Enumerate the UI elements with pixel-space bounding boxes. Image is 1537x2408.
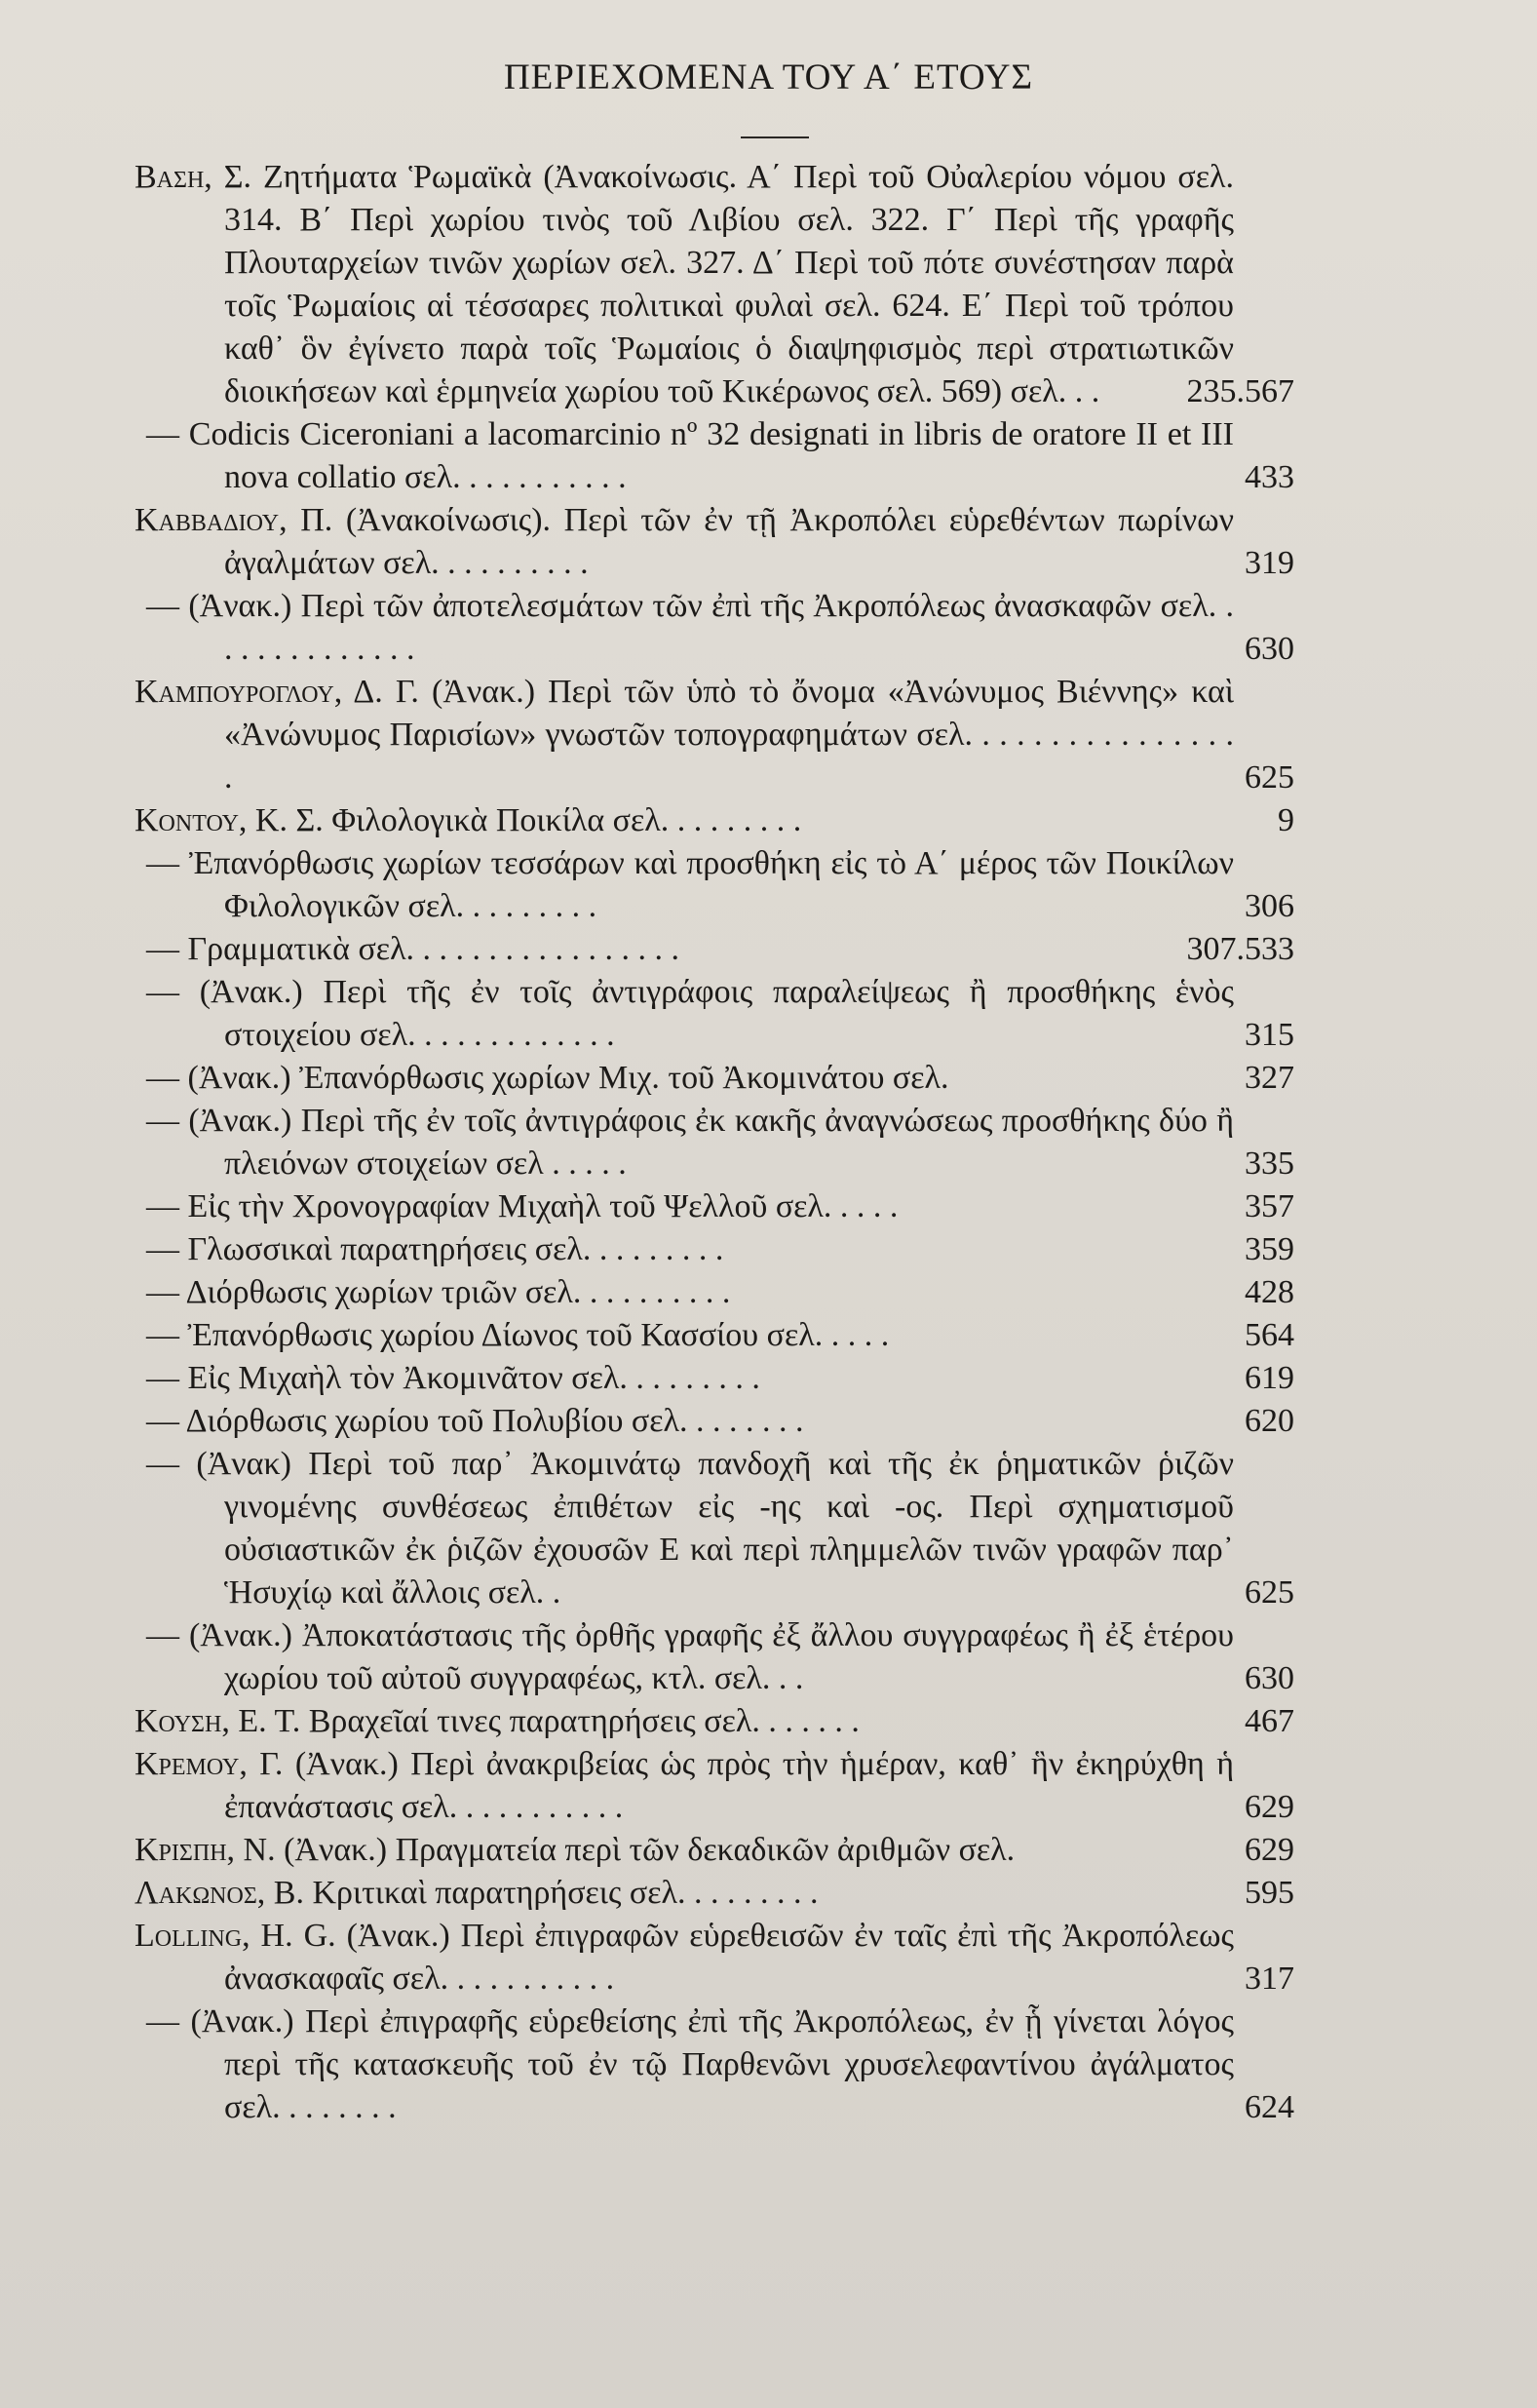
entry-title: (Ἀνακ.) Περὶ τῆς ἐν τοῖς ἀντιγράφοις ἐκ κακῆς ἀναγνώσεως προσθήκης δύο ἢ πλειόνων στοιχείων σελ . . . . . (188, 1103, 1235, 1182)
entry-title: Codicis Ciceroniani a lacomarcinio nº 32 designati in libris de oratore II et III nova collatio σελ. . . . . . . . . . . (188, 416, 1235, 495)
entry-page-number: 625 (1245, 1574, 1294, 1611)
entry-title: Ἐπανόρθωσις χωρίων τεσσάρων καὶ προσθήκη εἰς τὸ Α΄ μέρος τῶν Ποικίλων Φιλολογικῶν σελ. . . . . . . . . (188, 845, 1235, 924)
entry-page-number: 619 (1245, 1360, 1294, 1396)
entry-author: — (146, 588, 179, 624)
entry-title: Ζητήματα Ῥωμαϊκὰ (Ἀνακοίνωσις. Α΄ Περὶ τοῦ Οὐαλερίου νόμου σελ. 314. Β΄ Περὶ χωρίου τινὸς τοῦ Λιβίου σελ. 322. Γ΄ Περὶ τῆς γραφῆς Πλουταρχείων τινῶν χωρίων σελ. 327. Δ΄ Περὶ τοῦ πότε συνέστησαν παρὰ τοῖς Ῥωμαίοις αἱ τέσσαρες πολιτικαὶ φυλαὶ σελ. 624. Ε΄ Περὶ τοῦ τρόπου καθ᾽ ὃν ἐγίνετο παρὰ τοῖς Ῥωμαίοις ὁ διαψηφισμὸς περὶ στρατιωτικῶν διοικήσεων καὶ ἑρμηνεία χωρίου τοῦ Κικέρωνος σελ. 569) σελ. . . (224, 159, 1234, 409)
entry-title: (Ἀνακ.) Περὶ τῆς ἐν τοῖς ἀντιγράφοις παραλείψεως ἢ προσθήκης ἑνὸς στοιχείου σελ. . . . . . . . . . . . . (199, 974, 1235, 1053)
entry-title: Εἰς τὴν Χρονογραφίαν Μιχαὴλ τοῦ Ψελλοῦ σελ. . . . . (187, 1188, 899, 1224)
entry-author: — (146, 845, 179, 881)
entry-page-number: 564 (1245, 1317, 1294, 1353)
entry-author: Βαση, Σ. (134, 159, 252, 195)
toc-entry (134, 1314, 1294, 1357)
toc-entry (134, 1400, 1294, 1443)
title-rule (741, 136, 809, 138)
entry-author: — (146, 416, 179, 452)
entry-title: (Ἀνακ) Περὶ τοῦ παρ᾽ Ἀκομινάτῳ πανδοχῆ καὶ τῆς ἐκ ῥηματικῶν ῥιζῶν γινομένης συνθέσεως ἐπιθέτων εἰς -ης καὶ -ος. Περὶ σχηματισμοῦ οὐσιαστικῶν ἐκ ῥιζῶν ἐχουσῶν Ε καὶ περὶ πλημμελῶν τινῶν γραφῶν παρ᾽ Ἡσυχίῳ καὶ ἄλλοις σελ. . (196, 1446, 1234, 1611)
toc-entry (134, 499, 1294, 585)
toc-entry (134, 1915, 1294, 2000)
entry-title: Κριτικαὶ παρατηρήσεις σελ. . . . . . . . . (312, 1875, 819, 1911)
entry-title: Γλωσσικαὶ παρατηρήσεις σελ. . . . . . . . . (187, 1231, 724, 1267)
entry-page-number: 9 (1278, 802, 1294, 838)
entry-page-number: 357 (1245, 1188, 1294, 1224)
toc-entry (134, 1057, 1294, 1100)
entry-author: — (146, 1103, 179, 1139)
entry-title: (Ἀνακ.) Ἀποκατάστασις τῆς ὀρθῆς γραφῆς ἐξ ἄλλου συγγραφέως ἢ ἐξ ἑτέρου χωρίου τοῦ αὐτοῦ συγγραφέως, κτλ. σελ. . . (188, 1617, 1235, 1696)
entry-title: (Ἀνακ.) Ἐπανόρθωσις χωρίων Μιχ. τοῦ Ἀκομινάτου σελ. (187, 1060, 949, 1096)
entry-page-number: 595 (1245, 1875, 1294, 1911)
entry-author: — (146, 1060, 179, 1096)
toc-entry (134, 1228, 1294, 1271)
toc-entry (134, 2000, 1294, 2129)
toc-entry (134, 842, 1294, 928)
toc-entry (134, 671, 1294, 799)
entry-page-number: 433 (1245, 459, 1294, 495)
table-of-contents (134, 156, 1294, 2129)
entry-title: (Ἀνακ.) Περὶ ἀνακριβείας ὡς πρὸς τὴν ἡμέραν, καθ᾽ ἣν ἐκηρύχθη ἡ ἐπανάστασις σελ. . . . . . . . . . . (224, 1746, 1235, 1825)
toc-entry (134, 1271, 1294, 1314)
entry-author: Λακωνος, Β. (134, 1875, 304, 1911)
toc-entry (134, 1829, 1294, 1872)
entry-page-number: 467 (1245, 1703, 1294, 1739)
entry-author: — (146, 1188, 179, 1224)
entry-title: Διόρθωσις χωρίου τοῦ Πολυβίου σελ. . . . . . . . (185, 1403, 804, 1439)
entry-title: (Ἀνακ.) Περὶ ἐπιγραφῶν εὑρεθεισῶν ἐν ταῖς ἐπὶ τῆς Ἀκροπόλεως ἀνασκαφαῖς σελ. . . . . . . . . . . (224, 1918, 1235, 1997)
entry-author: Κρισπη, Ν. (134, 1832, 276, 1868)
page-title: ΠΕΡΙΕΧΟΜΕΝΑ ΤΟΥ Α΄ ΕΤΟΥΣ (503, 58, 1034, 97)
entry-author: — (146, 1446, 179, 1482)
entry-author: — (146, 1231, 179, 1267)
entry-title: (Ἀνακ.) Περὶ τῶν ὑπὸ τὸ ὄνομα «Ἀνώνυμος Βιέννης» καὶ «Ἀνώνυμος Παρισίων» γνωστῶν τοπογραφημάτων σελ. . . . . . . . . . . . . . . . . (224, 674, 1234, 796)
toc-entry (134, 1443, 1294, 1614)
entry-author: — (146, 1274, 179, 1310)
toc-entry (134, 928, 1294, 971)
entry-author: Καββαδιου, Π. (134, 502, 333, 538)
entry-title: (Ἀνακοίνωσις). Περὶ τῶν ἐν τῇ Ἀκροπόλει εὑρεθέντων πωρίνων ἀγαλμάτων σελ. . . . . . . . . . (224, 502, 1234, 581)
entry-title: (Ἀνακ.) Περὶ ἐπιγραφῆς εὑρεθείσης ἐπὶ τῆς Ἀκροπόλεως, ἐν ᾗ γίνεται λόγος περὶ τῆς κατασκευῆς τοῦ ἐν τῷ Παρθενῶνι χρυσελεφαντίνου ἀγάλματος σελ. . . . . . . . (190, 2003, 1235, 2125)
toc-entry (134, 156, 1294, 413)
entry-author: — (146, 1317, 179, 1353)
entry-title: Φιλολογικὰ Ποικίλα σελ. . . . . . . . . (331, 802, 802, 838)
entry-author: — (146, 2003, 179, 2039)
entry-page-number: 630 (1245, 1660, 1294, 1696)
entry-author: — (146, 1360, 179, 1396)
entry-page-number: 317 (1245, 1961, 1294, 1997)
entry-page-number: 315 (1245, 1017, 1294, 1053)
entry-author: Lolling, H. G. (134, 1918, 336, 1954)
toc-entry (134, 1700, 1294, 1743)
entry-author: — (146, 1617, 179, 1653)
entry-title: Διόρθωσις χωρίων τριῶν σελ. . . . . . . . . . (185, 1274, 731, 1310)
entry-page-number: 235.567 (1186, 373, 1294, 409)
entry-page-number: 629 (1245, 1832, 1294, 1868)
entry-page-number: 307.533 (1186, 931, 1294, 967)
entry-author: Καμπουρογλου, Δ. Γ. (134, 674, 419, 710)
entry-page-number: 359 (1245, 1231, 1294, 1267)
toc-entry (134, 1872, 1294, 1915)
toc-entry (134, 1614, 1294, 1700)
toc-entry (134, 413, 1294, 499)
entry-author: — (146, 1403, 179, 1439)
entry-title: (Ἀνακ.) Περὶ τῶν ἀποτελεσμάτων τῶν ἐπὶ τῆς Ἀκροπόλεως ἀνασκαφῶν σελ. . . . . . . . . . . . . . (188, 588, 1235, 667)
entry-title: Εἰς Μιχαὴλ τὸν Ἀκομινᾶτον σελ. . . . . . . . . (187, 1360, 760, 1396)
toc-entry (134, 1100, 1294, 1185)
entry-author: — (146, 974, 179, 1010)
entry-author: Κουση, Ε. Τ. (134, 1703, 301, 1739)
entry-page-number: 624 (1245, 2089, 1294, 2125)
toc-entry (134, 1357, 1294, 1400)
toc-entry (134, 585, 1294, 671)
entry-author: — (146, 931, 179, 967)
entry-page-number: 630 (1245, 631, 1294, 667)
entry-page-number: 625 (1245, 759, 1294, 796)
entry-title: Βραχεῖαί τινες παρατηρήσεις σελ. . . . . . . (308, 1703, 860, 1739)
entry-author: Κρεμου, Γ. (134, 1746, 284, 1782)
entry-title: Γραμματικὰ σελ. . . . . . . . . . . . . . . . . (187, 931, 680, 967)
entry-title: Ἐπανόρθωσις χωρίου Δίωνος τοῦ Κασσίου σελ. . . . . (187, 1317, 890, 1353)
entry-page-number: 335 (1245, 1146, 1294, 1182)
toc-entry (134, 799, 1294, 842)
entry-page-number: 629 (1245, 1789, 1294, 1825)
toc-entry (134, 971, 1294, 1057)
entry-page-number: 319 (1245, 545, 1294, 581)
entry-title: (Ἀνακ.) Πραγματεία περὶ τῶν δεκαδικῶν ἀριθμῶν σελ. (284, 1832, 1016, 1868)
toc-entry (134, 1743, 1294, 1829)
entry-page-number: 428 (1245, 1274, 1294, 1310)
toc-entry (134, 1185, 1294, 1228)
entry-page-number: 620 (1245, 1403, 1294, 1439)
entry-page-number: 327 (1245, 1060, 1294, 1096)
entry-page-number: 306 (1245, 888, 1294, 924)
entry-author: Κοντου, Κ. Σ. (134, 802, 324, 838)
